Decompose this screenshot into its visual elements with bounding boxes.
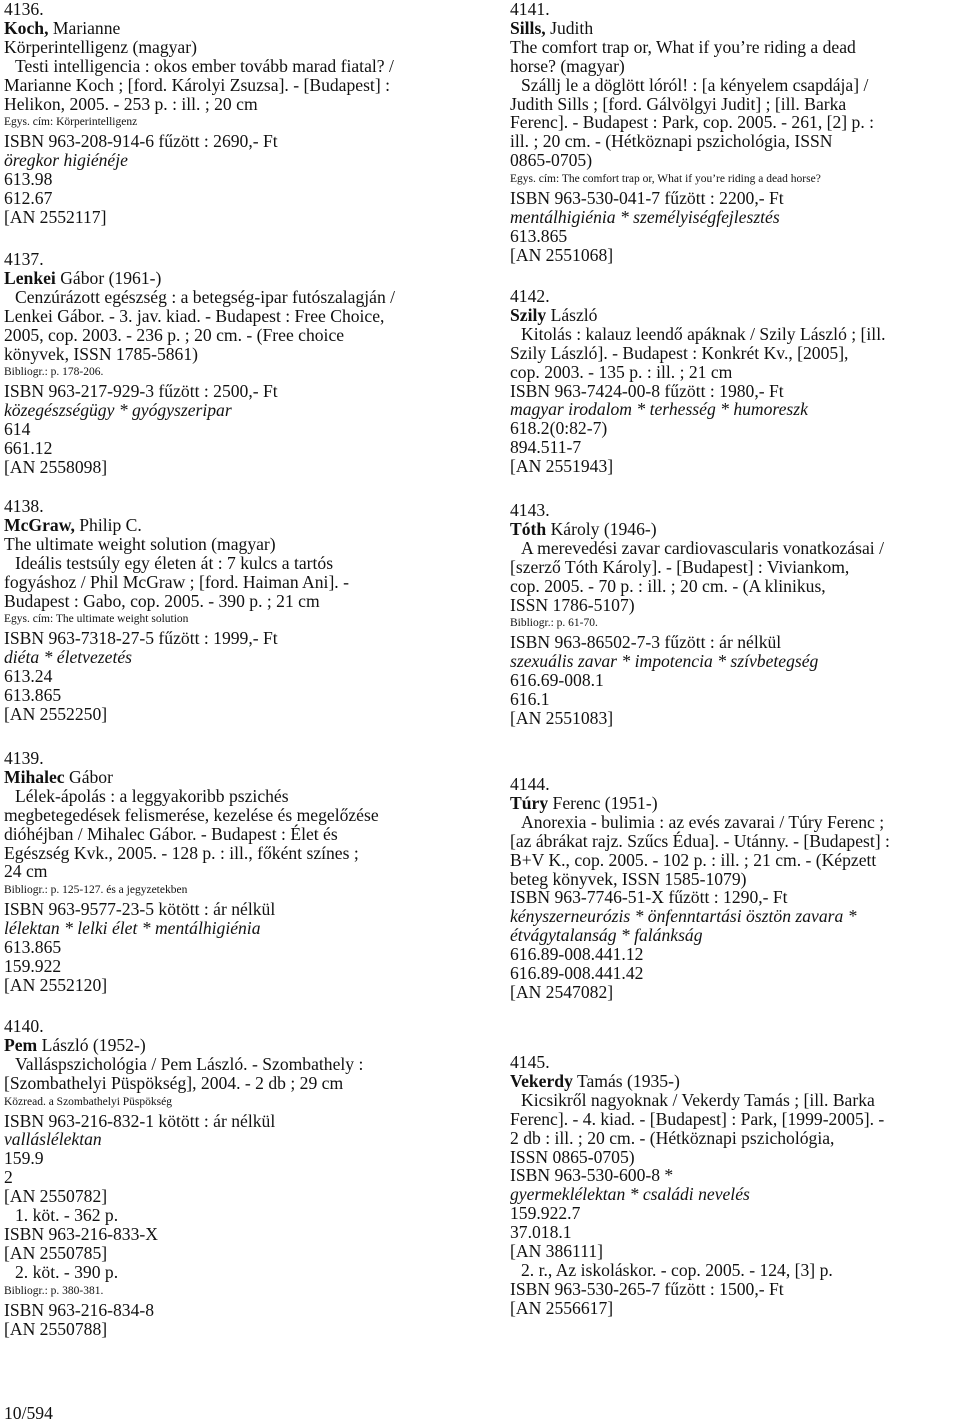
entry-line: 618.2(0:82-7)	[510, 418, 608, 439]
entry-author	[4, 768, 379, 787]
entry-line: 613.24	[4, 666, 53, 687]
author-rest: Gábor (1961-)	[55, 267, 162, 288]
entry-line: Ferenc]. - 4. kiad. - [Budapest] : Park, [1999-2005]. -	[510, 1108, 885, 1129]
entry-line: The ultimate weight solution (magyar)	[4, 533, 276, 554]
entry-line: ISBN 963-530-600-8 *	[510, 1165, 674, 1186]
entry-line: beteg könyvek, ISSN 1585-1079)	[510, 868, 747, 889]
entry-line: B+V K., cop. 2005. - 102 p. : ill. ; 21 cm. - (Képzett	[510, 849, 877, 870]
entry-number: 4138.	[4, 496, 44, 516]
author-surname: Lenkei	[4, 267, 56, 288]
catalog-entry	[510, 1053, 884, 1318]
author-surname: Szily	[510, 304, 547, 325]
author-rest: László (1952-)	[37, 1034, 146, 1055]
entry-line: [AN 2551083]	[510, 707, 614, 728]
entry-number: 4140.	[4, 1016, 44, 1036]
entry-line: ISBN 963-217-929-3 fűzött : 2500,- Ft	[4, 381, 278, 402]
entry-subjects: mentálhigiénia * személyiségfejlesztés	[510, 206, 780, 227]
entry-line: ISBN 963-7318-27-5 fűzött : 1999,- Ft	[4, 628, 278, 649]
entry-subjects: magyar irodalom * terhesség * humoreszk	[510, 399, 808, 420]
author-rest: Marianne	[48, 17, 121, 38]
entry-line: 616.1	[510, 689, 550, 710]
entry-line: 0865-0705)	[510, 150, 593, 171]
catalog-entry	[4, 0, 394, 227]
entry-line: ISBN 963-7424-00-8 fűzött : 1980,- Ft	[510, 380, 784, 401]
entry-number: 4145.	[510, 1052, 550, 1072]
entry-line: ill. ; 20 cm. - (Hétköznapi pszichológia, ISSN	[510, 131, 833, 152]
entry-line: Budapest : Gabo, cop. 2005. - 390 p. ; 21 cm	[4, 590, 320, 611]
entry-note: Bibliogr.: p. 125-127. és a jegyzetekben	[4, 884, 188, 897]
entry-line: 2005, cop. 2003. - 236 p. ; 20 cm. - (Free choice	[4, 324, 345, 345]
author-rest: László	[546, 304, 598, 325]
entry-line: [Szombathelyi Püspökség], 2004. - 2 db ; 29 cm	[4, 1072, 344, 1093]
entry-line: 616.89-008.441.12	[510, 944, 644, 965]
entry-line: Kitolás : kalauz leendő apáknak / Szily László ; [ill.	[521, 323, 886, 344]
entry-subjects: valláslélektan	[4, 1129, 102, 1150]
entry-author	[4, 1036, 363, 1055]
entry-line: megbetegedések felismerése, kezelése és megelőzése	[4, 804, 379, 825]
entry-line: [AN 2551068]	[510, 244, 614, 265]
entry-line: [AN 2552250]	[4, 703, 108, 724]
entry-note: Bibliogr.: p. 380-381.	[4, 1284, 104, 1297]
entry-line: Testi intelligencia : okos ember tovább marad fiatal? /	[15, 55, 394, 76]
author-surname: Pem	[4, 1034, 38, 1055]
entry-subjects: közegészségügy * gyógyszeripar	[4, 400, 232, 421]
entry-number: 4139.	[4, 748, 44, 768]
entry-line: [szerző Tóth Károly]. - [Budapest] : Viviankom,	[510, 556, 850, 577]
entry-line: 616.89-008.441.42	[510, 963, 644, 984]
entry-line: Egészség Kvk., 2005. - 128 p. : ill., főként színes ;	[4, 842, 359, 863]
entry-line: 159.922	[4, 955, 62, 976]
author-rest: Judith	[545, 17, 594, 38]
entry-line: 894.511-7	[510, 437, 582, 458]
entry-line: ISSN 1786-5107)	[510, 594, 635, 615]
entry-line: [AN 2547082]	[510, 981, 614, 1002]
entry-line: Helikon, 2005. - 253 p. : ill. ; 20 cm	[4, 93, 258, 114]
entry-author	[510, 520, 884, 539]
entry-line: Lélek-ápolás : a leggyakoribb pszichés	[15, 785, 289, 806]
entry-line: [AN 2550785]	[4, 1242, 108, 1263]
entry-subjects: gyermeklélektan * családi nevelés	[510, 1184, 750, 1205]
entry-line: [AN 2550782]	[4, 1186, 108, 1207]
entry-line: Szily László]. - Budapest : Konkrét Kv., [2005],	[510, 342, 849, 363]
catalog-entry	[510, 775, 890, 1002]
entry-number: 4144.	[510, 774, 550, 794]
page-number: 10/594	[4, 1403, 53, 1423]
entry-note: Egys. cím: Körperintelligenz	[4, 116, 138, 129]
entry-line: Szállj le a döglött lóról! : [a kényelem csapdája] /	[521, 74, 869, 95]
entry-line: könyvek, ISSN 1785-5861)	[4, 343, 199, 364]
author-surname: Mihalec	[4, 766, 65, 787]
entry-line: 37.018.1	[510, 1222, 572, 1243]
entry-note: Egys. cím: The ultimate weight solution	[4, 613, 189, 626]
entry-line: Cenzúrázott egészség : a betegség-ipar futószalagján /	[15, 286, 396, 307]
entry-line: Anorexia - bulimia : az evés zavarai / Túry Ferenc ;	[521, 811, 885, 832]
entry-line: Judith Sills ; [ford. Gálvölgyi Judit] ; [ill. Barka	[510, 93, 847, 114]
entry-number: 4142.	[510, 286, 550, 306]
entry-note: Közread. a Szombathelyi Püspökség	[4, 1095, 172, 1108]
entry-number: 4137.	[4, 249, 44, 269]
entry-line: Valláspszichológia / Pem László. - Szombathely :	[15, 1053, 364, 1074]
author-surname: Koch,	[4, 17, 49, 38]
author-surname: Vekerdy	[510, 1070, 573, 1091]
entry-line: 613.865	[510, 225, 568, 246]
entry-line: A merevedési zavar cardiovascularis vonatkozásai /	[521, 537, 884, 558]
author-rest: Gábor	[64, 766, 113, 787]
entry-line: [az ábrákat rajz. Szűcs Édua]. - Utánny. - [Budapest] :	[510, 830, 890, 851]
entry-line: Ideális testsúly egy életen át : 7 kulcs a tartós	[15, 552, 334, 573]
entry-author	[4, 516, 349, 535]
entry-line: Kicsikről nagyoknak / Vekerdy Tamás ; [ill. Barka	[521, 1089, 875, 1110]
entry-line: ISBN 963-7746-51-X fűzött : 1290,- Ft	[510, 887, 788, 908]
entry-subjects: öregkor higiénéje	[4, 150, 128, 171]
entry-line: ISBN 963-530-041-7 fűzött : 2200,- Ft	[510, 188, 784, 209]
entry-subjects: étvágytalanság * falánkság	[510, 925, 703, 946]
entry-subjects: szexuális zavar * impotencia * szívbetegség	[510, 651, 819, 672]
entry-line: [AN 2552117]	[4, 206, 107, 227]
entry-author	[510, 306, 885, 325]
entry-line: dióhéjban / Mihalec Gábor. - Budapest : Élet és	[4, 823, 338, 844]
entry-line: ISBN 963-530-265-7 fűzött : 1500,- Ft	[510, 1278, 784, 1299]
entry-author	[510, 1072, 884, 1091]
author-surname: McGraw,	[4, 514, 75, 535]
entry-subjects: kényszerneurózis * önfenntartási ösztön zavara *	[510, 906, 857, 927]
author-rest: Ferenc (1951-)	[548, 792, 658, 813]
entry-subjects: lélektan * lelki élet * mentálhigiénia	[4, 918, 261, 939]
entry-line: 159.9	[4, 1148, 44, 1169]
catalog-entry	[4, 250, 395, 477]
catalog-entry	[4, 1017, 363, 1338]
catalog-entry	[510, 0, 874, 265]
entry-number: 4136.	[4, 0, 44, 19]
entry-line: cop. 2005. - 70 p. : ill. ; 20 cm. - (A klinikus,	[510, 575, 826, 596]
entry-line: [AN 2556617]	[510, 1297, 614, 1318]
catalog-entry	[510, 501, 884, 728]
entry-line: [AN 386111]	[510, 1241, 604, 1262]
entry-line: ISBN 963-216-834-8	[4, 1299, 155, 1320]
entry-line: [AN 2550788]	[4, 1318, 108, 1339]
entry-line: fogyáshoz / Phil McGraw ; [ford. Haiman Ani]. -	[4, 571, 349, 592]
author-surname: Sills,	[510, 17, 546, 38]
entry-note: Bibliogr.: p. 61-70.	[510, 617, 598, 630]
author-rest: Tamás (1935-)	[572, 1070, 680, 1091]
entry-line: 614	[4, 419, 31, 440]
entry-line: ISBN 963-9577-23-5 kötött : ár nélkül	[4, 899, 276, 920]
catalog-entry	[510, 287, 885, 476]
entry-line: 2	[4, 1167, 13, 1188]
entry-number: 4143.	[510, 500, 550, 520]
entry-line: The comfort trap or, What if you’re riding a dead	[510, 36, 856, 57]
entry-line: 2. r., Az iskoláskor. - cop. 2005. - 124, [3] p.	[521, 1259, 833, 1280]
entry-line: [AN 2558098]	[4, 456, 108, 477]
catalog-entry	[4, 749, 379, 995]
entry-line: Lenkei Gábor. - 3. jav. kiad. - Budapest : Free Choice,	[4, 305, 385, 326]
entry-line: 613.98	[4, 169, 53, 190]
entry-line: 2 db : ill. ; 20 cm. - (Hétköznapi pszichológia,	[510, 1127, 835, 1148]
entry-author	[4, 269, 395, 288]
entry-line: ISBN 963-216-833-X	[4, 1223, 158, 1244]
entry-line: ISBN 963-208-914-6 fűzött : 2690,- Ft	[4, 131, 278, 152]
entry-line: horse? (magyar)	[510, 55, 625, 76]
entry-note: Bibliogr.: p. 178-206.	[4, 366, 104, 379]
entry-line: [AN 2551943]	[510, 456, 614, 477]
entry-line: Marianne Koch ; [ford. Károlyi Zsuzsa]. - [Budapest] :	[4, 74, 390, 95]
entry-number: 4141.	[510, 0, 550, 19]
entry-line: 159.922.7	[510, 1203, 581, 1224]
entry-line: 613.865	[4, 937, 62, 958]
entry-author	[510, 794, 890, 813]
entry-line: 661.12	[4, 438, 53, 459]
entry-line: 24 cm	[4, 861, 48, 882]
entry-line: cop. 2003. - 135 p. : ill. ; 21 cm	[510, 361, 733, 382]
entry-author	[510, 19, 874, 38]
author-surname: Túry	[510, 792, 549, 813]
entry-subjects: diéta * életvezetés	[4, 647, 132, 668]
entry-line: ISBN 963-216-832-1 kötött : ár nélkül	[4, 1110, 276, 1131]
entry-line: 616.69-008.1	[510, 670, 604, 691]
catalog-entry	[4, 497, 349, 724]
entry-author	[4, 19, 394, 38]
author-rest: Károly (1946-)	[546, 518, 657, 539]
entry-line: Körperintelligenz (magyar)	[4, 36, 197, 57]
entry-line: ISBN 963-86502-7-3 fűzött : ár nélkül	[510, 632, 782, 653]
entry-line: ISSN 0865-0705)	[510, 1146, 635, 1167]
entry-line: 2. köt. - 390 p.	[15, 1261, 119, 1282]
entry-line: [AN 2552120]	[4, 974, 108, 995]
entry-line: 1. köt. - 362 p.	[15, 1205, 119, 1226]
entry-note: Egys. cím: The comfort trap or, What if you’re riding a dead horse?	[510, 173, 821, 186]
author-surname: Tóth	[510, 518, 547, 539]
entry-line: 612.67	[4, 188, 53, 209]
entry-line: Ferenc]. - Budapest : Park, cop. 2005. - 261, [2] p. :	[510, 112, 875, 133]
entry-line: 613.865	[4, 685, 62, 706]
author-rest: Philip C.	[74, 514, 142, 535]
